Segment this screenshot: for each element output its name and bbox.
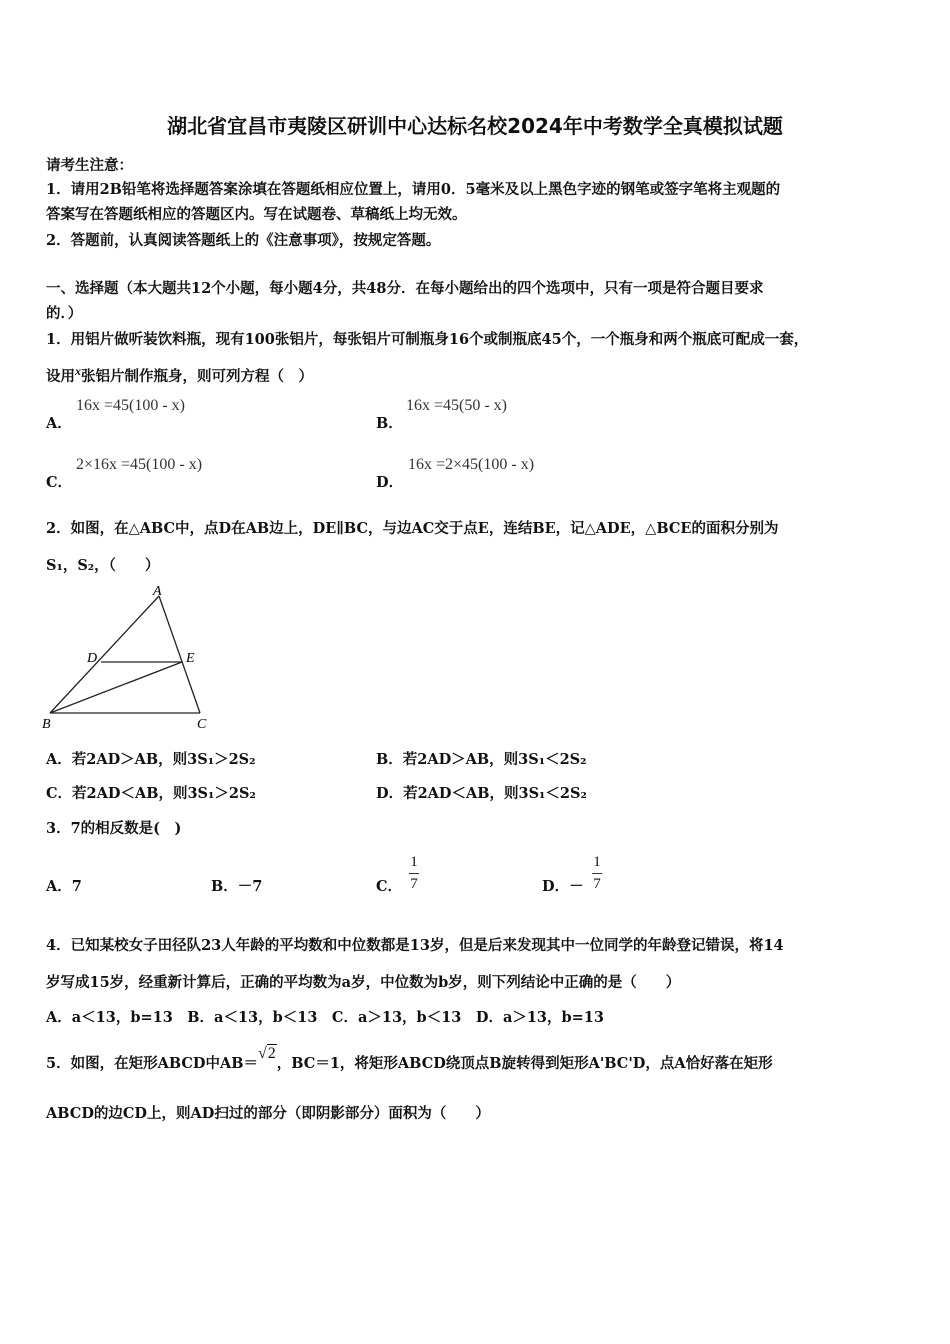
q3-option-b-text: －7 xyxy=(237,878,263,895)
q1-stem-line-1: 1．用铝片做听装饮料瓶，现有100张铝片，每张铝片可制瓶身16个或制瓶底45个，一个瓶身和两个瓶底可配成一套， xyxy=(46,331,809,348)
q3-option-c-denominator: 7 xyxy=(410,876,418,892)
q2-option-d-text: 若2AD＜AB，则3S₁＜2S₂ xyxy=(403,785,587,802)
q3-option-a-label: A． xyxy=(46,878,72,895)
q3-option-a-text: 7 xyxy=(71,878,82,895)
q2-option-c-label: C． xyxy=(46,785,73,802)
notice-line-1b: 答案写在答题纸相应的答题区内。写在试题卷、草稿纸上均无效。 xyxy=(46,206,467,223)
q2-option-a-label: A． xyxy=(46,751,72,768)
radical-sign-icon: √ xyxy=(257,1045,267,1062)
q1-stem-post: 张铝片制作瓶身，则可列方程（ ） xyxy=(81,368,313,385)
q1-option-c-label: C． xyxy=(46,474,73,491)
q5-sqrt-value: 2 xyxy=(267,1045,276,1062)
q2-option-a xyxy=(46,748,256,769)
page-title: 湖北省宜昌市夷陵区研训中心达标名校2024年中考数学全真模拟试题 xyxy=(167,114,783,138)
notice-heading: 请考生注意： xyxy=(46,157,133,174)
q1-option-d-expr: 16x =2×45(100 - x) xyxy=(408,456,535,473)
q3-option-c-label: C． xyxy=(376,878,403,895)
q4-stem-line-2: 岁写成15岁，经重新计算后，正确的平均数为a岁，中位数为b岁，则下列结论中正确的是（ ） xyxy=(46,974,681,991)
q1-option-a-label: A． xyxy=(46,415,72,432)
q2-option-c-text: 若2AD＜AB，则3S₁＞2S₂ xyxy=(72,785,256,802)
q3-stem: 3．7的相反数是( ) xyxy=(46,820,182,837)
q2-option-d-label: D． xyxy=(376,785,404,802)
side-ab xyxy=(50,596,159,713)
q4-stem-line-1: 4．已知某校女子田径队23人年龄的平均数和中位数都是13岁，但是后来发现其中一位同学的年龄登记错误，将14 xyxy=(46,937,784,954)
q5-sqrt xyxy=(258,1045,277,1062)
q1-stem-line-2 xyxy=(46,365,313,386)
q5-stem-post: ，BC＝1，将矩形ABCD绕顶点B旋转得到矩形A'BC'D，点A恰好落在矩形 xyxy=(276,1055,773,1072)
q2-option-b-label: B． xyxy=(376,751,403,768)
q4-options: A．a＜13，b=13 B．a＜13，b＜13 C．a＞13，b＜13 D．a＞13，b=13 xyxy=(46,1009,604,1026)
q3-option-d-fraction xyxy=(592,851,602,892)
notice-line-1: 1．请用2B铅笔将选择题答案涂填在答题纸相应位置上，请用0．5毫米及以上黑色字迹的钢笔或签字笔将主观题的 xyxy=(46,181,781,198)
q3-option-d-label: D．－ xyxy=(542,878,584,895)
label-d: D xyxy=(87,651,98,666)
q5-stem-pre: 5．如图，在矩形ABCD中AB＝ xyxy=(46,1055,258,1072)
q3-option-d-numerator: 1 xyxy=(593,854,601,870)
q3-option-b xyxy=(211,875,262,896)
q1-stem-pre: 设用 xyxy=(46,368,75,385)
label-b: B xyxy=(42,717,51,732)
q1-option-c-expr: 2×16x =45(100 - x) xyxy=(76,456,203,473)
q2-option-b-text: 若2AD＞AB，则3S₁＜2S₂ xyxy=(402,751,587,768)
q1-option-a-expr: 16x =45(100 - x) xyxy=(76,397,186,414)
section-1-heading: 一、选择题（本大题共12个小题，每小题4分，共48分．在每小题给出的四个选项中，只有一项是符合题目要求 xyxy=(46,280,764,297)
q1-var: x xyxy=(75,364,81,378)
label-c: C xyxy=(197,717,207,732)
label-e: E xyxy=(186,651,195,666)
q5-stem-line-1 xyxy=(46,1045,773,1073)
q3-option-b-label: B． xyxy=(211,878,238,895)
notice-line-2: 2．答题前，认真阅读答题纸上的《注意事项》，按规定答题。 xyxy=(46,232,441,249)
q5-stem-line-2: ABCD的边CD上，则AD扫过的部分（即阴影部分）面积为（ ） xyxy=(46,1105,490,1122)
q2-option-b xyxy=(376,748,587,769)
q1-option-b-expr: 16x =45(50 - x) xyxy=(406,397,508,414)
q2-stem-line-1: 2．如图，在△ABC中，点D在AB边上，DE∥BC，与边AC交于点E，连结BE，记△ADE，△BCE的面积分别为 xyxy=(46,520,779,537)
section-1-heading-cont: 的．） xyxy=(46,305,83,322)
q2-triangle-figure xyxy=(40,582,220,732)
label-a: A xyxy=(153,584,162,599)
segment-be xyxy=(50,662,182,713)
q2-option-c xyxy=(46,782,256,803)
q2-option-d xyxy=(376,782,587,803)
q1-option-d-label: D． xyxy=(376,474,404,491)
q1-option-b-label: B． xyxy=(376,415,403,432)
q3-option-c-numerator: 1 xyxy=(410,854,418,870)
q2-option-a-text: 若2AD＞AB，则3S₁＞2S₂ xyxy=(71,751,256,768)
q2-stem-line-2: S₁，S₂，（ ） xyxy=(46,557,160,574)
q3-option-c-fraction xyxy=(409,851,419,892)
q3-option-a xyxy=(46,875,82,896)
q3-option-d-denominator: 7 xyxy=(593,876,601,892)
